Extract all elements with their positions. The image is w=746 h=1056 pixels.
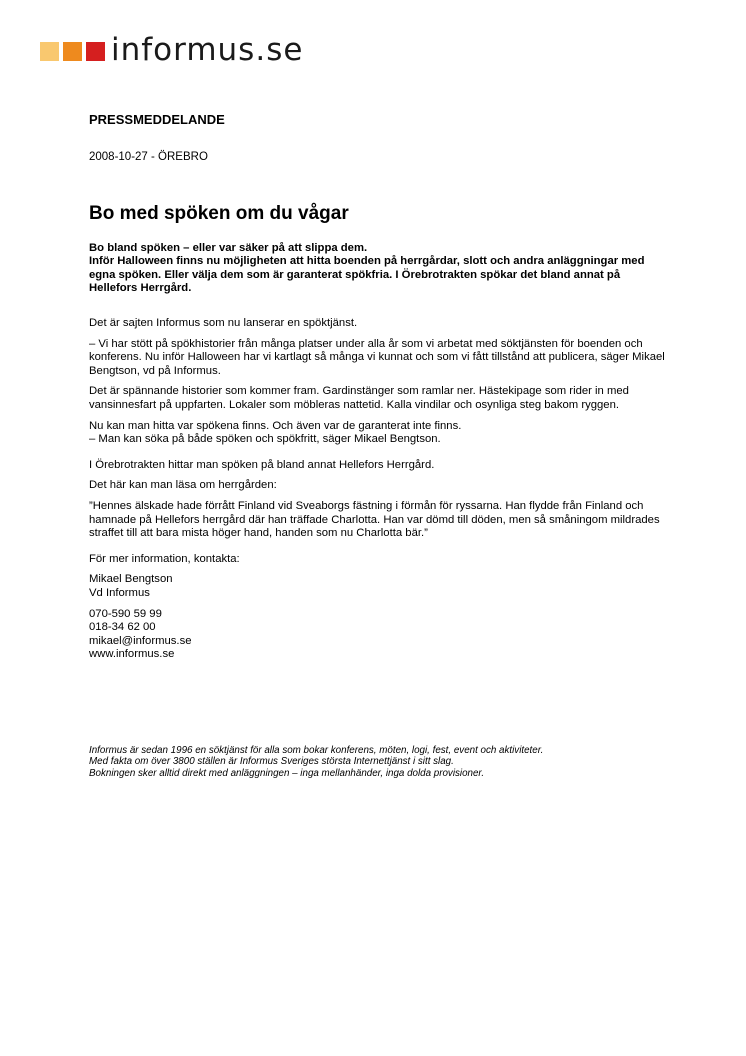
logo-square-orange — [63, 42, 82, 61]
document-label: PRESSMEDDELANDE — [89, 112, 225, 127]
contact-intro: För mer information, kontakta: — [89, 552, 240, 565]
boilerplate-line: Med fakta om över 3800 ställen är Informus Sveriges största Internettjänst i sitt slag. — [89, 756, 454, 768]
contact-block — [89, 573, 669, 662]
company-logo — [40, 32, 304, 68]
body-paragraph: Det är spännande historier som kommer fram. Gardinstänger som ramlar ner. Hästekipage som rider in med vansinnesfart på uppfarten. Lokaler som möbleras nattetid. Kalla vindilar och osynliga steg bakom ryggen. — [89, 385, 629, 411]
company-boilerplate — [89, 745, 689, 779]
body-line: – Man kan söka på både spöken och spökfritt, säger Mikael Bengtson. — [89, 433, 441, 446]
contact-name: Mikael Bengtson — [89, 573, 173, 586]
lead-line: Inför Halloween finns nu möjligheten att hitta boenden på herrgårdar, slott och andra anläggningar med egna spöken. Eller välja dem som är garanterat spökfria. I Örebrotrakten spökar det bland annat på Hellefors Herrgård. — [89, 255, 645, 295]
body-paragraph: Det är sajten Informus som nu lanserar en spöktjänst. — [89, 317, 358, 329]
contact-website[interactable]: www.informus.se — [89, 648, 175, 661]
contact-role: Vd Informus — [89, 586, 150, 599]
contact-phone: 018-34 62 00 — [89, 621, 156, 634]
body-paragraph: – Vi har stött på spökhistorier från många platser under alla år som vi arbetat med söktjänsten för boenden och konferens. Nu inför Halloween har vi kartlagt så många vi kunnat och som vi fått tillstånd att publicera, säger Mikael Bengtson, vd på Informus. — [89, 337, 665, 377]
lead-paragraph — [89, 242, 649, 296]
logo-text: informus.se — [111, 32, 304, 68]
dateline: 2008-10-27 - ÖREBRO — [89, 151, 208, 163]
contact-phone: 070-590 59 99 — [89, 607, 162, 620]
body-paragraph: I Örebrotrakten hittar man spöken på bland annat Hellefors Herrgård. — [89, 458, 435, 471]
logo-square-light — [40, 42, 59, 61]
boilerplate-line: Bokningen sker alltid direkt med anläggningen – inga mellanhänder, inga dolda provisioner. — [89, 767, 485, 779]
lead-line: Bo bland spöken – eller var säker på att slippa dem. — [89, 242, 368, 254]
headline: Bo med spöken om du vågar — [89, 203, 349, 224]
body-paragraph — [89, 420, 669, 447]
contact-email[interactable]: mikael@informus.se — [89, 634, 192, 647]
body-text — [89, 317, 669, 669]
quote-paragraph: ”Hennes älskade hade förrått Finland vid Sveaborgs fästning i förmån för ryssarna. Han flydde från Finland och hamnade på Hellefors herrgård där han träffade Charlotta. Han var dömd till döden, men så småningom mildrades straffet till att bara mista höger hand, handen som nu Charlotta bär.” — [89, 499, 660, 540]
body-paragraph: Det här kan man läsa om herrgården: — [89, 479, 277, 492]
boilerplate-line: Informus är sedan 1996 en söktjänst för alla som bokar konferens, möten, logi, fest, event och aktiviteter. — [89, 745, 544, 756]
body-line: Nu kan man hitta var spökena finns. Och även var de garanterat inte finns. — [89, 419, 462, 432]
logo-square-red — [86, 42, 105, 61]
